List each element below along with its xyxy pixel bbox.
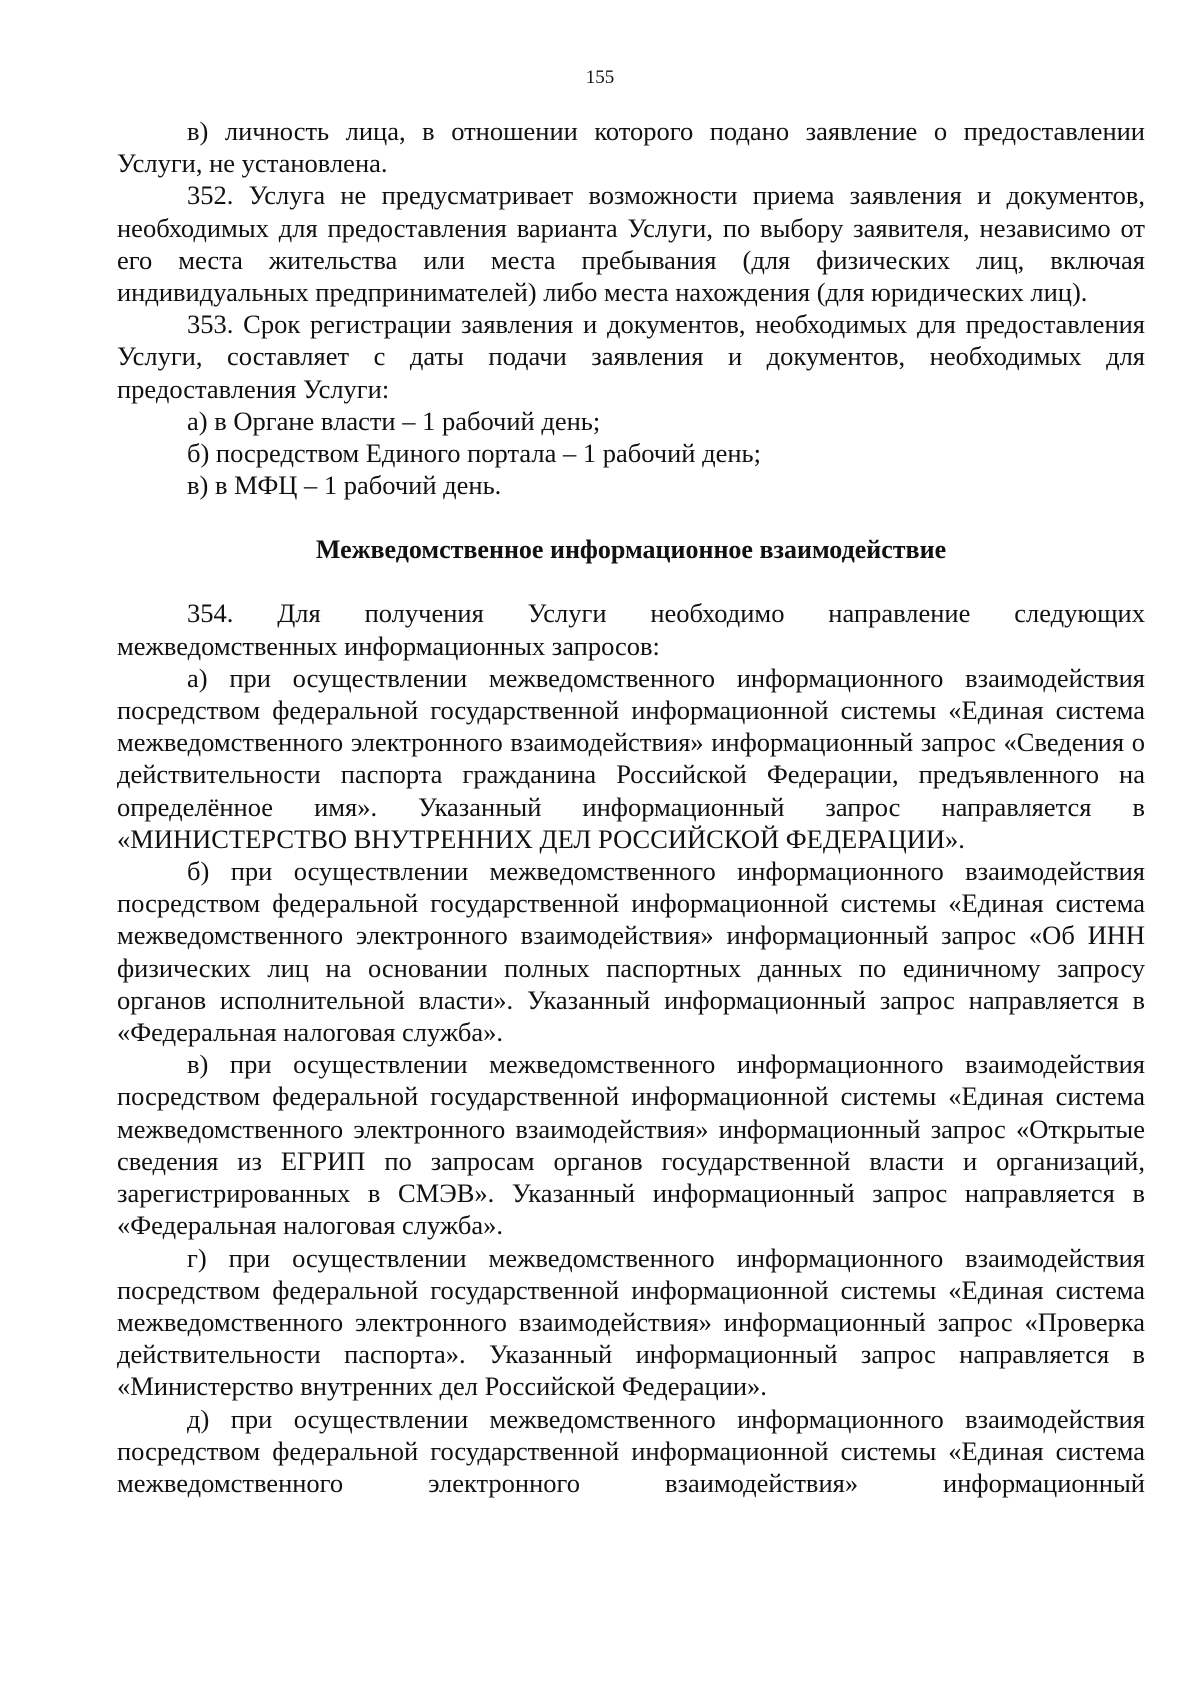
section-heading: Межведомственное информационное взаимодействие [315,535,947,565]
page-number: 155 [585,67,615,88]
paragraph-354-g: г) при осуществлении межведомственного информационного взаимодействия посредством федеральной государственной информационной системы «Единая система межведомственного электронного взаимодействия» информационный запрос «Проверка действительности паспорта». Указанный информационный запрос направляется в «Министерство внутренних дел Российской Федерации». [117,1242,1145,1402]
paragraph-354-a: а) при осуществлении межведомственного информационного взаимодействия посредством федеральной государственной информационной системы «Единая система межведомственного электронного взаимодействия» информационный запрос «Сведения о действительности паспорта гражданина Российской Федерации, предъявленного на определённое имя». Указанный информационный запрос направляется в «МИНИСТЕРСТВО ВНУТРЕННИХ ДЕЛ РОССИЙСКОЙ ФЕДЕРАЦИИ». [117,662,1145,854]
paragraph-354: 354. Для получения Услуги необходимо направление следующих межведомственных информационных запросов: [117,598,1145,661]
paragraph-354-d: д) при осуществлении межведомственного информационного взаимодействия посредством федеральной государственной информационной системы «Единая система межведомственного электронного взаимодействия» информационный [117,1403,1145,1498]
paragraph-354-v: в) при осуществлении межведомственного информационного взаимодействия посредством федеральной государственной информационной системы «Единая система межведомственного электронного взаимодействия» информационный запрос «Открытые сведения из ЕГРИП по запросам органов государственной власти и организаций, зарегистрированных в СМЭВ». Указанный информационный запрос направляется в «Федеральная налоговая служба». [117,1049,1145,1241]
document-body [117,115,1145,1499]
paragraph-353-b: б) посредством Единого портала – 1 рабочий день; [187,438,761,469]
paragraph-353-a: а) в Органе власти – 1 рабочий день; [187,405,601,436]
paragraph-identity-not-established: в) личность лица, в отношении которого подано заявление о предоставлении Услуги, не установлена. [117,116,1145,179]
paragraph-352: 352. Услуга не предусматривает возможности приема заявления и документов, необходимых для предоставления варианта Услуги, по выбору заявителя, независимо от его места жительства или места пребывания (для физических лиц, включая индивидуальных предпринимателей) либо места нахождения (для юридических лиц). [117,180,1145,308]
paragraph-354-b: б) при осуществлении межведомственного информационного взаимодействия посредством федеральной государственной информационной системы «Единая система межведомственного электронного взаимодействия» информационный запрос «Об ИНН физических лиц на основании полных паспортных данных по единичному запросу органов исполнительной власти». Указанный информационный запрос направляется в «Федеральная налоговая служба». [117,856,1145,1048]
paragraph-353-v: в) в МФЦ – 1 рабочий день. [187,470,502,501]
paragraph-353: 353. Срок регистрации заявления и документов, необходимых для предоставления Услуги, составляет с даты подачи заявления и документов, необходимых для предоставления Услуги: [117,309,1145,404]
